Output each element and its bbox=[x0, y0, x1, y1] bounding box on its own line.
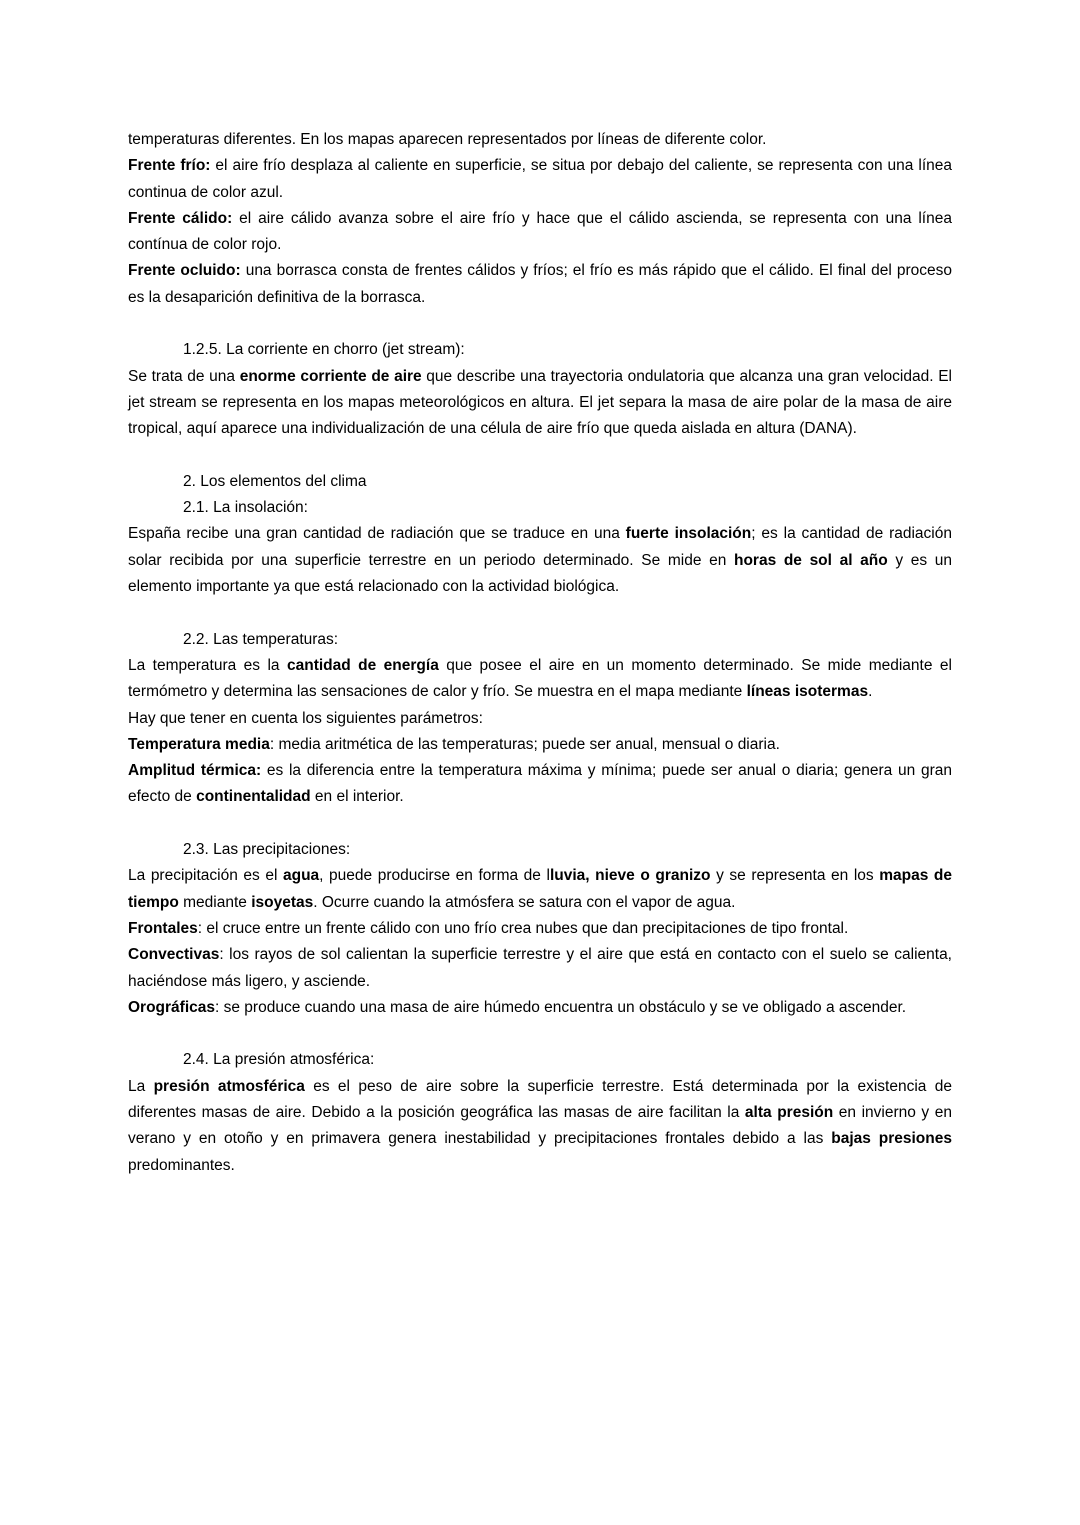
text-run: 1.2.5. La corriente en chorro (jet stream): bbox=[183, 341, 465, 359]
text-run: : media aritmética de las temperaturas; puede ser anual, mensual o diaria. bbox=[269, 735, 780, 753]
text-run: y es un elemento importante ya que está relacionado con la actividad biológica. bbox=[128, 551, 953, 596]
text-run: : los rayos de sol calientan la superficie terrestre y el aire que está en contacto con el suelo se calienta, haciéndose más ligero, y asciende. bbox=[128, 946, 952, 990]
bold-text-run: continentalidad bbox=[196, 788, 311, 806]
text-run: La precipitación es el bbox=[128, 867, 283, 885]
bold-text-run: Frente ocluido: bbox=[128, 262, 241, 280]
text-run: Se trata de una bbox=[128, 367, 240, 385]
paragraph bbox=[128, 153, 952, 206]
bold-text-run: líneas isotermas bbox=[746, 683, 869, 701]
text-run: 2.1. La insolación: bbox=[183, 499, 308, 517]
text-run: en invierno y en verano y en otoño y en primavera genera inestabilidad y precipitaciones frontales debido a las bbox=[128, 1103, 952, 1148]
bold-text-run: Orográficas bbox=[128, 998, 216, 1016]
bold-text-run: mapas de tiempo bbox=[128, 867, 952, 911]
paragraph bbox=[128, 732, 952, 758]
text-run: . bbox=[868, 683, 873, 701]
text-run: 2.4. La presión atmosférica: bbox=[183, 1051, 375, 1069]
paragraph bbox=[128, 916, 952, 942]
text-run: es el peso de aire sobre la superficie terrestre. Está determinada por la existencia de diferentes masas de aire. Debido a la posición geográfica las masas de aire facilitan la bbox=[128, 1077, 952, 1121]
text-run: España recibe una gran cantidad de radiación que se traduce en una bbox=[128, 525, 626, 543]
text-run: predominantes. bbox=[128, 1156, 235, 1174]
bold-text-run: cantidad de energía bbox=[286, 656, 439, 674]
paragraph bbox=[128, 758, 952, 811]
bold-text-run: agua bbox=[282, 867, 320, 885]
paragraph bbox=[128, 258, 952, 311]
bold-text-run: Convectivas bbox=[128, 946, 220, 964]
paragraph bbox=[128, 995, 952, 1021]
bold-text-run: alta presión bbox=[744, 1103, 834, 1121]
text-run: temperaturas diferentes. En los mapas aparecen representados por líneas de diferente color. bbox=[128, 131, 767, 148]
bold-text-run: bajas presiones bbox=[831, 1130, 952, 1148]
text-run: una borrasca consta de frentes cálidos y fríos; el frío es más rápido que el cálido. El final del proceso es la desaparición definitiva de la borrasca. bbox=[128, 262, 952, 306]
blank-line bbox=[128, 811, 952, 837]
text-run: Hay que tener en cuenta los siguientes parámetros: bbox=[128, 709, 483, 727]
paragraph bbox=[128, 1074, 952, 1179]
text-run: que describe una trayectoria ondulatoria que alcanza una gran velocidad. El jet stream se representa en los mapas meteorológicos en altura. El jet separa la masa de aire polar de la masa de aire tropical, aquí aparece una individualización de una célula de aire frío que queda aislada en altura (DANA). bbox=[128, 367, 952, 438]
bold-text-run: Frente cálido: bbox=[128, 209, 233, 227]
bold-text-run: horas de sol al año bbox=[733, 551, 888, 569]
text-run: en el interior. bbox=[310, 788, 404, 806]
section-heading bbox=[128, 1047, 952, 1073]
bold-text-run: enorme corriente de aire bbox=[239, 367, 422, 385]
bold-text-run: fuerte insolación bbox=[625, 525, 752, 543]
text-run: . Ocurre cuando la atmósfera se satura con el vapor de agua. bbox=[313, 893, 736, 911]
paragraph bbox=[128, 521, 952, 600]
text-run: , puede producirse en forma de l bbox=[319, 867, 550, 885]
paragraph bbox=[128, 863, 952, 916]
text-run: : el cruce entre un frente cálido con uno frío crea nubes que dan precipitaciones de tipo frontal. bbox=[197, 919, 849, 937]
text-run: ; es la cantidad de radiación solar recibida por una superficie terrestre en un periodo determinado. Se mide en bbox=[128, 525, 952, 569]
blank-line bbox=[128, 443, 952, 469]
text-run: 2.2. Las temperaturas: bbox=[183, 630, 339, 648]
text-run: el aire frío desplaza al caliente en superficie, se situa por debajo del caliente, se representa con una línea continua de color azul. bbox=[128, 157, 952, 201]
bold-text-run: luvia, nieve o granizo bbox=[549, 867, 711, 885]
paragraph bbox=[128, 942, 952, 995]
paragraph bbox=[128, 364, 952, 443]
blank-line bbox=[128, 311, 952, 337]
bold-text-run: isoyetas bbox=[251, 893, 314, 911]
text-run: La temperatura es la bbox=[128, 656, 287, 674]
section-heading bbox=[128, 337, 952, 363]
blank-line bbox=[128, 600, 952, 626]
bold-text-run: presión atmosférica bbox=[153, 1077, 305, 1095]
text-run: es la diferencia entre la temperatura máxima y mínima; puede ser anual o diaria; genera un gran efecto de bbox=[128, 762, 953, 806]
text-run: 2.3. Las precipitaciones: bbox=[183, 841, 351, 859]
paragraph bbox=[128, 706, 952, 732]
section-heading bbox=[128, 495, 952, 521]
text-run: mediante bbox=[178, 893, 252, 911]
bold-text-run: Frontales bbox=[128, 919, 198, 937]
document-content bbox=[128, 127, 952, 1179]
section-heading bbox=[128, 627, 952, 653]
bold-text-run: Frente frío: bbox=[128, 157, 211, 175]
paragraph bbox=[128, 127, 952, 153]
text-run: La bbox=[128, 1077, 154, 1095]
section-heading bbox=[128, 469, 952, 495]
bold-text-run: Temperatura media bbox=[128, 735, 270, 753]
text-run: que posee el aire en un momento determinado. Se mide mediante el termómetro y determina las sensaciones de calor y frío. Se muestra en el mapa mediante bbox=[128, 656, 952, 701]
paragraph bbox=[128, 206, 952, 259]
text-run: el aire cálido avanza sobre el aire frío y hace que el cálido ascienda, se representa con una línea contínua de color rojo. bbox=[128, 209, 952, 254]
section-heading bbox=[128, 837, 952, 863]
text-run: 2. Los elementos del clima bbox=[183, 472, 367, 490]
text-run: y se representa en los bbox=[710, 867, 880, 885]
text-run: : se produce cuando una masa de aire húmedo encuentra un obstáculo y se ve obligado a ascender. bbox=[215, 998, 907, 1016]
bold-text-run: Amplitud térmica: bbox=[128, 762, 262, 780]
paragraph bbox=[128, 653, 952, 706]
blank-line bbox=[128, 1021, 952, 1047]
